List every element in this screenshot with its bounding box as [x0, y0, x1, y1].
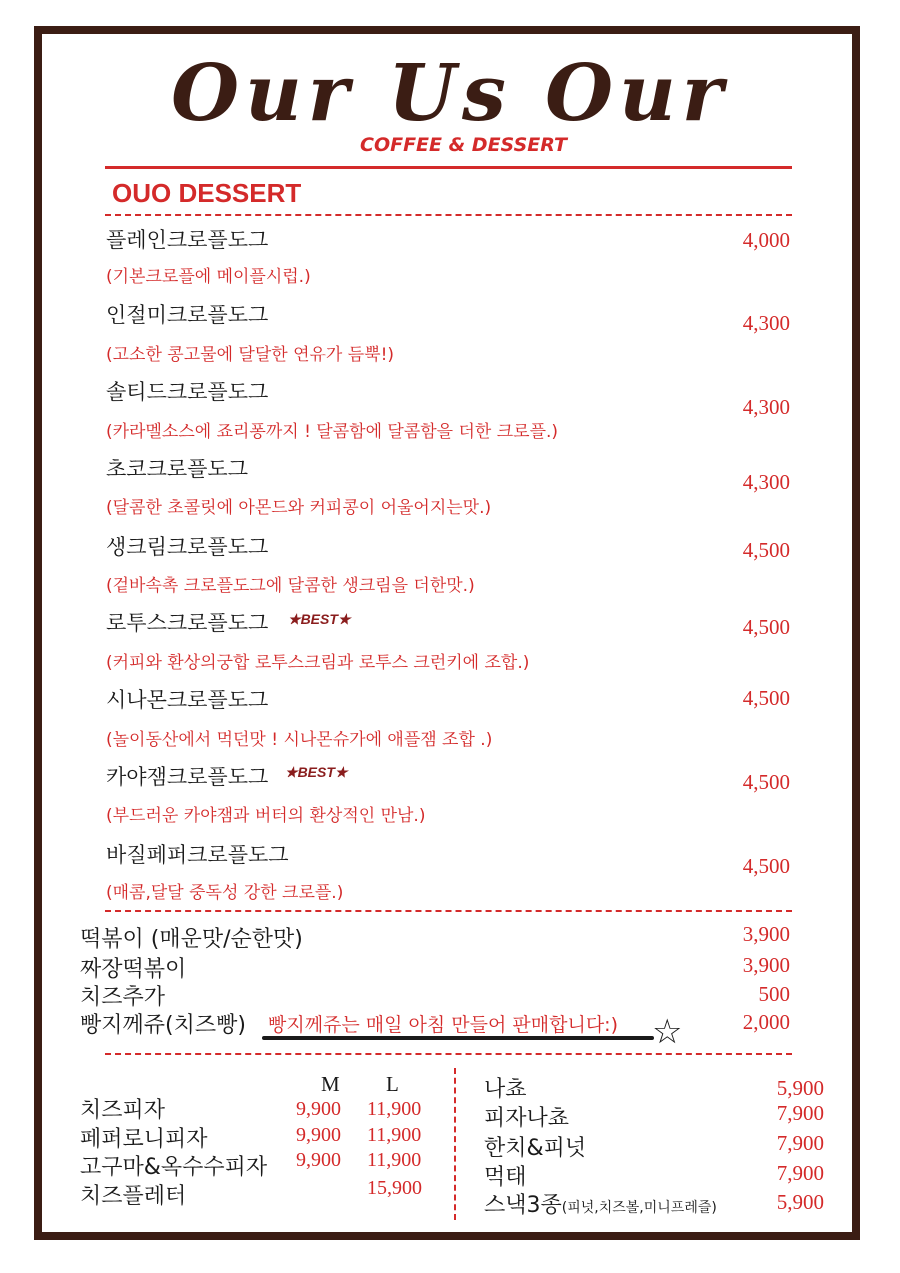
snack-price: 7,900 — [776, 1101, 824, 1125]
snack-name-text: 스낵3종 — [484, 1193, 562, 1218]
menu-item-name: 시나몬크로플도그 — [106, 688, 269, 712]
pizza-price-m: 9,900 — [296, 1149, 341, 1171]
menu-item-price: 4,500 — [742, 854, 790, 878]
snack-name: 피자나쵸 — [484, 1106, 570, 1131]
menu-item-name: 치즈추가 — [80, 985, 166, 1010]
pizza-name: 치즈피자 — [80, 1098, 166, 1123]
brand-logo: Our Us Our — [171, 48, 729, 139]
pizza-price-l: 11,900 — [367, 1124, 422, 1146]
snack-name — [484, 1188, 717, 1219]
star-doodle-icon: ☆ — [652, 1012, 683, 1052]
menu-item-price: 3,900 — [742, 922, 790, 946]
column-header-m: M — [321, 1072, 340, 1096]
pizza-price-m: 9,900 — [296, 1098, 341, 1120]
pizza-price-m: 9,900 — [296, 1124, 341, 1146]
menu-item-name: 인절미크로플도그 — [106, 303, 269, 327]
menu-item-price: 2,000 — [742, 1010, 790, 1034]
dashed-divider — [105, 214, 792, 216]
snack-name: 먹태 — [484, 1165, 527, 1190]
menu-item-name: 바질페퍼크로플도그 — [106, 843, 289, 867]
menu-item-price: 4,300 — [742, 470, 790, 494]
menu-item-price: 4,500 — [742, 686, 790, 710]
menu-item-name: 빵지께쥬(치즈빵) — [80, 1013, 246, 1038]
menu-item-price: 3,900 — [742, 953, 790, 977]
menu-item-desc: (카라멜소스에 죠리퐁까지 ! 달콤함에 달콤함을 더한 크로플.) — [106, 422, 559, 442]
menu-item-desc: (놀이동산에서 먹던맛 ! 시나몬슈가에 애플잼 조합 .) — [106, 730, 493, 750]
menu-item-price: 4,000 — [742, 228, 790, 252]
dashed-divider — [105, 1053, 792, 1055]
pizza-name: 치즈플레터 — [80, 1184, 187, 1209]
bread-note: 빵지께쥬는 매일 아침 만들어 판매합니다:) — [268, 1014, 618, 1036]
column-divider — [454, 1068, 456, 1220]
snack-name: 나쵸 — [484, 1077, 527, 1102]
menu-item-price: 4,500 — [742, 615, 790, 639]
menu-item-desc: (매콤,달달 중독성 강한 크로플.) — [106, 883, 344, 903]
snack-price: 7,900 — [776, 1131, 824, 1155]
brand-tagline: COFFEE & DESSERT — [360, 134, 567, 156]
menu-item-name: 짜장떡볶이 — [80, 957, 187, 982]
menu-item-desc: (달콤한 초콜릿에 아몬드와 커피콩이 어울어지는맛.) — [106, 498, 492, 518]
column-header-l: L — [386, 1072, 399, 1096]
menu-item-name: 로투스크로플도그 — [106, 611, 269, 635]
menu-item-price: 4,500 — [742, 538, 790, 562]
snack-name: 한치&피넛 — [484, 1136, 587, 1161]
menu-item-name: 솔티드크로플도그 — [106, 380, 269, 404]
header-divider — [105, 166, 792, 169]
menu-item-desc: (커피와 환상의궁합 로투스크림과 로투스 크런키에 조합.) — [106, 653, 530, 673]
snack-price: 7,900 — [776, 1161, 824, 1185]
menu-item-desc: (부드러운 카야잼과 버터의 환상적인 만남.) — [106, 806, 426, 826]
pizza-price-l: 11,900 — [367, 1149, 422, 1171]
pizza-price-l: 11,900 — [367, 1098, 422, 1120]
pizza-name: 고구마&옥수수피자 — [80, 1155, 268, 1180]
snack-price: 5,900 — [776, 1076, 824, 1100]
menu-item-name: 생크림크로플도그 — [106, 535, 269, 559]
pizza-name: 페퍼로니피자 — [80, 1127, 208, 1152]
menu-item-price: 4,300 — [742, 311, 790, 335]
menu-item-price: 4,300 — [742, 395, 790, 419]
best-badge: ★BEST★ — [285, 764, 348, 780]
dashed-divider — [105, 910, 792, 912]
menu-item-desc: (겉바속촉 크로플도그에 달콤한 생크림을 더한맛.) — [106, 576, 475, 596]
snack-note: (피넛,치즈볼,미니프레즐) — [561, 1200, 717, 1216]
brush-underline — [262, 1036, 654, 1040]
menu-item-name: 플레인크로플도그 — [106, 228, 269, 252]
pizza-price-l: 15,900 — [367, 1177, 422, 1199]
menu-item-desc: (고소한 콩고물에 달달한 연유가 듬뿍!) — [106, 345, 395, 365]
menu-item-name: 떡볶이 (매운맛/순한맛) — [80, 927, 303, 952]
menu-item-price: 500 — [758, 982, 790, 1006]
best-badge: ★BEST★ — [288, 611, 351, 627]
menu-item-name: 카야잼크로플도그 — [106, 765, 269, 789]
menu-item-desc: (기본크로플에 메이플시럽.) — [106, 267, 311, 287]
menu-item-name: 초코크로플도그 — [106, 457, 249, 481]
snack-price: 5,900 — [776, 1190, 824, 1214]
menu-item-price: 4,500 — [742, 770, 790, 794]
section-title-dessert: OUO DESSERT — [112, 178, 302, 208]
